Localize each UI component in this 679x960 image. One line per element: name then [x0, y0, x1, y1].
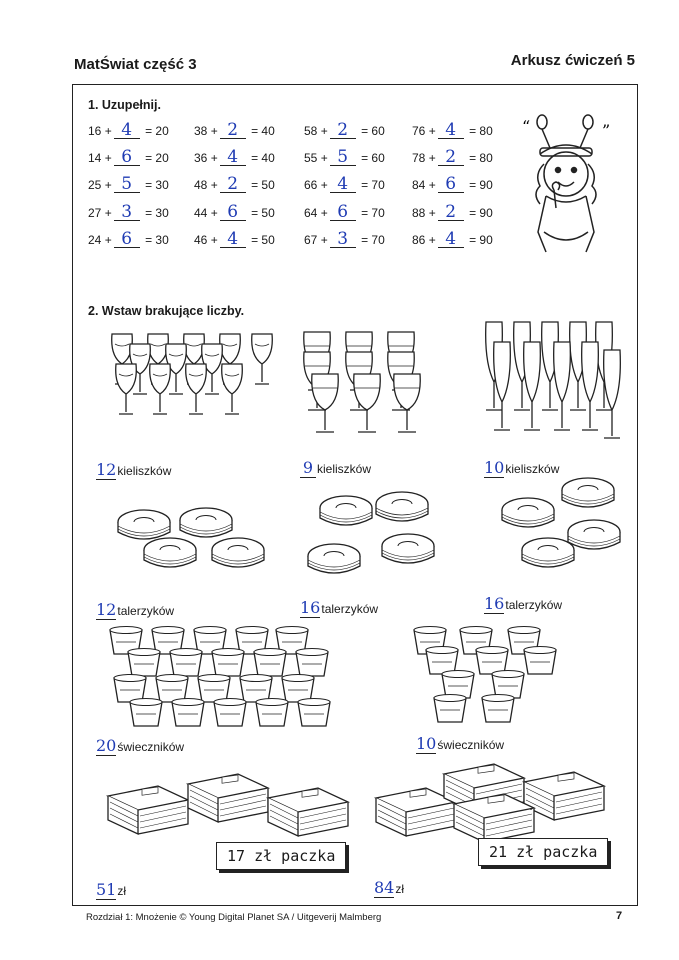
napkins-total-1 — [96, 880, 126, 900]
glasses-answer-3[interactable]: 10 — [484, 458, 505, 477]
equation-result: = 70 — [361, 233, 385, 247]
glasses-count-2 — [300, 458, 371, 478]
plate-stacks-group-2-illustration — [304, 488, 444, 598]
equation-addend: 58 — [304, 124, 318, 138]
plates-count-3 — [484, 594, 562, 614]
equation — [194, 204, 275, 222]
candle-holders-group-2-illustration — [412, 626, 584, 730]
equation — [88, 204, 169, 222]
equation — [194, 176, 275, 194]
equation — [412, 149, 493, 167]
equation-answer-blank[interactable]: 4 — [114, 123, 140, 139]
equation-addend: 88 — [412, 206, 426, 220]
plus-sign: + — [210, 151, 218, 165]
candles-label-1: świeczników — [117, 740, 185, 754]
svg-text:”: ” — [602, 121, 611, 140]
equation — [88, 176, 169, 194]
plates-answer-1[interactable]: 12 — [96, 600, 117, 619]
plus-sign: + — [104, 178, 112, 192]
equation — [88, 149, 169, 167]
glasses-label-3: kieliszków — [505, 462, 560, 476]
napkin-packs-group-1-illustration — [104, 764, 354, 846]
equation-answer-blank[interactable]: 6 — [114, 232, 140, 248]
task1-title: 1. Uzupełnij. — [88, 98, 161, 112]
equation-result: = 90 — [469, 206, 493, 220]
napkin-packs-group-2-illustration — [374, 760, 614, 846]
equation-addend: 76 — [412, 124, 426, 138]
plates-answer-2[interactable]: 16 — [300, 598, 321, 617]
equation-result: = 70 — [361, 206, 385, 220]
plus-sign: + — [104, 233, 112, 247]
napkins-unit-1: zł — [117, 884, 127, 898]
champagne-flutes-illustration — [480, 320, 620, 448]
plus-sign: + — [104, 206, 112, 220]
glasses-answer-2[interactable]: 9 — [300, 458, 316, 478]
equation-addend: 24 — [88, 233, 102, 247]
equation-result: = 80 — [469, 124, 493, 138]
plus-sign: + — [428, 178, 436, 192]
equation-addend: 84 — [412, 178, 426, 192]
glasses-label-2: kieliszków — [317, 462, 372, 476]
plates-answer-3[interactable]: 16 — [484, 594, 505, 613]
equation-answer-blank[interactable]: 3 — [114, 205, 140, 221]
napkins-total-2 — [374, 878, 404, 898]
plus-sign: + — [210, 233, 218, 247]
equation-addend: 16 — [88, 124, 102, 138]
equation-result: = 50 — [251, 233, 275, 247]
equation — [304, 231, 385, 249]
equation — [194, 149, 275, 167]
plates-label-3: talerzyków — [505, 598, 563, 612]
equation-result: = 90 — [469, 233, 493, 247]
equation-answer-blank[interactable]: 4 — [220, 232, 246, 248]
equation-addend: 67 — [304, 233, 318, 247]
equation — [88, 231, 169, 249]
equation-result: = 60 — [361, 151, 385, 165]
equation-result: = 70 — [361, 178, 385, 192]
plate-stacks-group-3-illustration — [494, 476, 624, 596]
equation-result: = 20 — [145, 124, 169, 138]
equation — [304, 176, 385, 194]
equation-answer-blank[interactable]: 2 — [220, 177, 246, 193]
plates-label-1: talerzyków — [117, 604, 175, 618]
equation-addend: 36 — [194, 151, 208, 165]
equation-result: = 40 — [251, 124, 275, 138]
equation-answer-blank[interactable]: 6 — [438, 177, 464, 193]
plus-sign: + — [428, 206, 436, 220]
equation-addend: 48 — [194, 178, 208, 192]
equation-answer-blank[interactable]: 3 — [330, 232, 356, 248]
equation-answer-blank[interactable]: 2 — [220, 123, 246, 139]
napkins-answer-1[interactable]: 51 — [96, 880, 117, 899]
equation-answer-blank[interactable]: 2 — [438, 205, 464, 221]
equation — [88, 122, 169, 140]
plus-sign: + — [104, 151, 112, 165]
plus-sign: + — [320, 206, 328, 220]
equation-answer-blank[interactable]: 6 — [220, 205, 246, 221]
equation — [304, 122, 385, 140]
equation-result: = 50 — [251, 178, 275, 192]
equation-result: = 80 — [469, 151, 493, 165]
candles-answer-1[interactable]: 20 — [96, 736, 117, 755]
plates-count-1 — [96, 600, 174, 620]
equation-answer-blank[interactable]: 4 — [330, 177, 356, 193]
equation — [412, 122, 493, 140]
equation-answer-blank[interactable]: 4 — [438, 123, 464, 139]
plate-stacks-group-1-illustration — [110, 500, 280, 590]
equation-answer-blank[interactable]: 2 — [330, 123, 356, 139]
candles-count-1 — [96, 736, 184, 756]
equation-result: = 60 — [361, 124, 385, 138]
equation — [304, 149, 385, 167]
equation — [412, 176, 493, 194]
plus-sign: + — [320, 233, 328, 247]
candles-answer-2[interactable]: 10 — [416, 734, 437, 753]
equation-result: = 30 — [145, 233, 169, 247]
price-sign-2: 21 zł paczka — [478, 838, 608, 866]
equation — [194, 231, 275, 249]
price-sign-1: 17 zł paczka — [216, 842, 346, 870]
glasses-label-1: kieliszków — [117, 464, 172, 478]
plus-sign: + — [320, 178, 328, 192]
candle-holders-group-1-illustration — [108, 626, 348, 736]
equation-result: = 30 — [145, 178, 169, 192]
equation-answer-blank[interactable]: 5 — [330, 150, 356, 166]
equation-addend: 14 — [88, 151, 102, 165]
footer-credits: Rozdział 1: Mnożenie © Young Digital Planet SA / Uitgeverij Malmberg — [86, 912, 382, 923]
equation-addend: 38 — [194, 124, 208, 138]
page-number: 7 — [616, 910, 623, 922]
equation-addend: 46 — [194, 233, 208, 247]
equation-addend: 27 — [88, 206, 102, 220]
equation-result: = 40 — [251, 151, 275, 165]
equation-addend: 25 — [88, 178, 102, 192]
equation-addend: 55 — [304, 151, 318, 165]
plus-sign: + — [428, 124, 436, 138]
equation-addend: 66 — [304, 178, 318, 192]
equation — [412, 204, 493, 222]
plates-label-2: talerzyków — [321, 602, 379, 616]
equation-result: = 30 — [145, 206, 169, 220]
equation-answer-blank[interactable]: 4 — [438, 232, 464, 248]
equation-addend: 86 — [412, 233, 426, 247]
candles-label-2: świeczników — [437, 738, 505, 752]
plus-sign: + — [320, 151, 328, 165]
glasses-count-1 — [96, 460, 171, 480]
equation-answer-blank[interactable]: 4 — [220, 150, 246, 166]
glasses-answer-1[interactable]: 12 — [96, 460, 117, 479]
plus-sign: + — [428, 233, 436, 247]
equation-addend: 64 — [304, 206, 318, 220]
equation — [412, 231, 493, 249]
equation-answer-blank[interactable]: 6 — [114, 150, 140, 166]
equation-result: = 50 — [251, 206, 275, 220]
equation-addend: 44 — [194, 206, 208, 220]
napkins-unit-2: zł — [395, 882, 405, 896]
equation-answer-blank[interactable]: 2 — [438, 150, 464, 166]
plus-sign: + — [104, 124, 112, 138]
worksheet-series-title: MatŚwiat część 3 — [74, 56, 197, 73]
girl-mascot-illustration — [516, 112, 616, 262]
equation-answer-blank[interactable]: 6 — [330, 205, 356, 221]
equation — [304, 204, 385, 222]
equation-result: = 90 — [469, 178, 493, 192]
task2-title: 2. Wstaw brakujące liczby. — [88, 304, 245, 318]
wine-glasses-group-1-illustration — [106, 330, 278, 448]
plus-sign: + — [428, 151, 436, 165]
worksheet-number: Arkusz ćwiczeń 5 — [510, 52, 635, 69]
plus-sign: + — [210, 124, 218, 138]
equation-addend: 78 — [412, 151, 426, 165]
plus-sign: + — [210, 206, 218, 220]
equation — [194, 122, 275, 140]
glasses-count-3 — [484, 458, 559, 478]
plus-sign: + — [210, 178, 218, 192]
svg-text:“: “ — [522, 117, 531, 136]
wine-glasses-group-2-illustration — [298, 330, 438, 448]
equation-answer-blank[interactable]: 5 — [114, 177, 140, 193]
plates-count-2 — [300, 598, 378, 618]
equation-result: = 20 — [145, 151, 169, 165]
plus-sign: + — [320, 124, 328, 138]
candles-count-2 — [416, 734, 504, 754]
napkins-answer-2[interactable]: 84 — [374, 878, 395, 897]
